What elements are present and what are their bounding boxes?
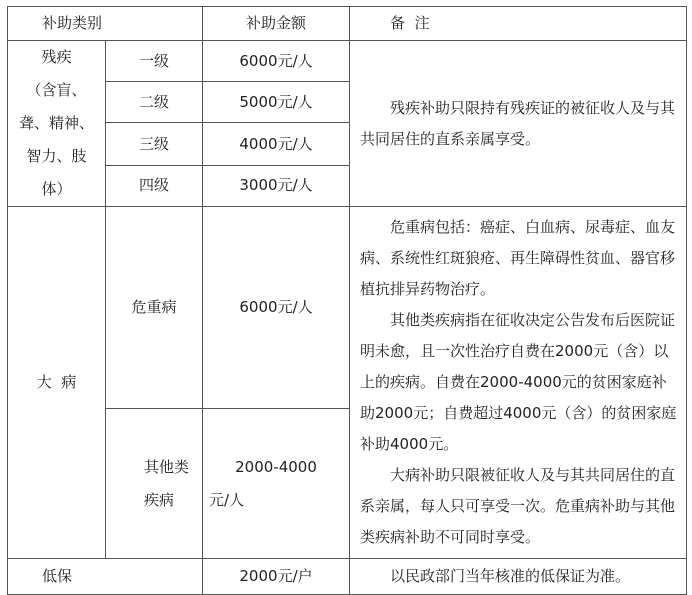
subsistence-remark: 以民政部门当年核准的低保证为准。 (350, 559, 687, 595)
illness-other-amount (203, 409, 350, 559)
disability-amount: 6000元/人 (203, 41, 350, 82)
subsidy-table (7, 6, 687, 595)
illness-other-amount-line: 2000-4000 (235, 457, 317, 476)
disability-amount: 4000元/人 (203, 123, 350, 165)
subsistence-amount: 2000元/户 (203, 559, 350, 595)
disability-level: 四级 (106, 165, 203, 206)
illness-remark-paragraph: 大病补助只限被征收人及与其共同居住的直系亲属，每人只可享受一次。危重病补助与其他类疾病补助不可同时享受。 (360, 466, 676, 546)
illness-remark (350, 207, 687, 559)
illness-critical-amount: 6000元/人 (203, 207, 350, 409)
disability-amount: 5000元/人 (203, 82, 350, 123)
disability-category-line: 残疾 (41, 48, 72, 66)
disability-level: 一级 (106, 41, 203, 82)
disability-category (8, 41, 106, 207)
disability-category-line: 体） (41, 180, 72, 198)
illness-remark-paragraph: 其他类疾病指在征收决定公告发布后医院证明未愈，且一次性治疗自费在2000元（含）以上的疾病。自费在2000-4000元的贫困家庭补助2000元；自费超过4000元（含）的贫困家庭补助4000元。 (360, 311, 677, 453)
illness-remark-paragraph: 危重病包括：癌症、白血病、尿毒症、血友病、系统性红斑狼疮、再生障碍性贫血、器官移植抗排异药物治疗。 (360, 218, 676, 298)
illness-other-label-line: 疾病 (144, 490, 175, 509)
header-category: 补助类别 (8, 7, 203, 41)
illness-critical-label: 危重病 (106, 207, 203, 409)
illness-other-amount-line: 元/人 (209, 490, 245, 509)
disability-category-line: （含盲、 (26, 81, 87, 99)
header-amount: 补助金额 (203, 7, 350, 41)
disability-amount: 3000元/人 (203, 165, 350, 206)
disability-level: 三级 (106, 123, 203, 165)
disability-category-line: 智力、肢 (26, 147, 87, 165)
disability-remark-text: 残疾补助只限持有残疾证的被征收人及与其共同居住的直系亲属享受。 (360, 98, 676, 148)
illness-other-label (106, 409, 203, 559)
disability-remark (350, 41, 687, 207)
subsistence-category: 低保 (8, 559, 203, 595)
disability-level: 二级 (106, 82, 203, 123)
illness-other-label-line: 其他类 (144, 457, 190, 476)
header-remark: 备 注 (350, 7, 687, 41)
disability-category-line: 聋、精神、 (18, 114, 94, 132)
illness-category: 大 病 (8, 207, 106, 559)
